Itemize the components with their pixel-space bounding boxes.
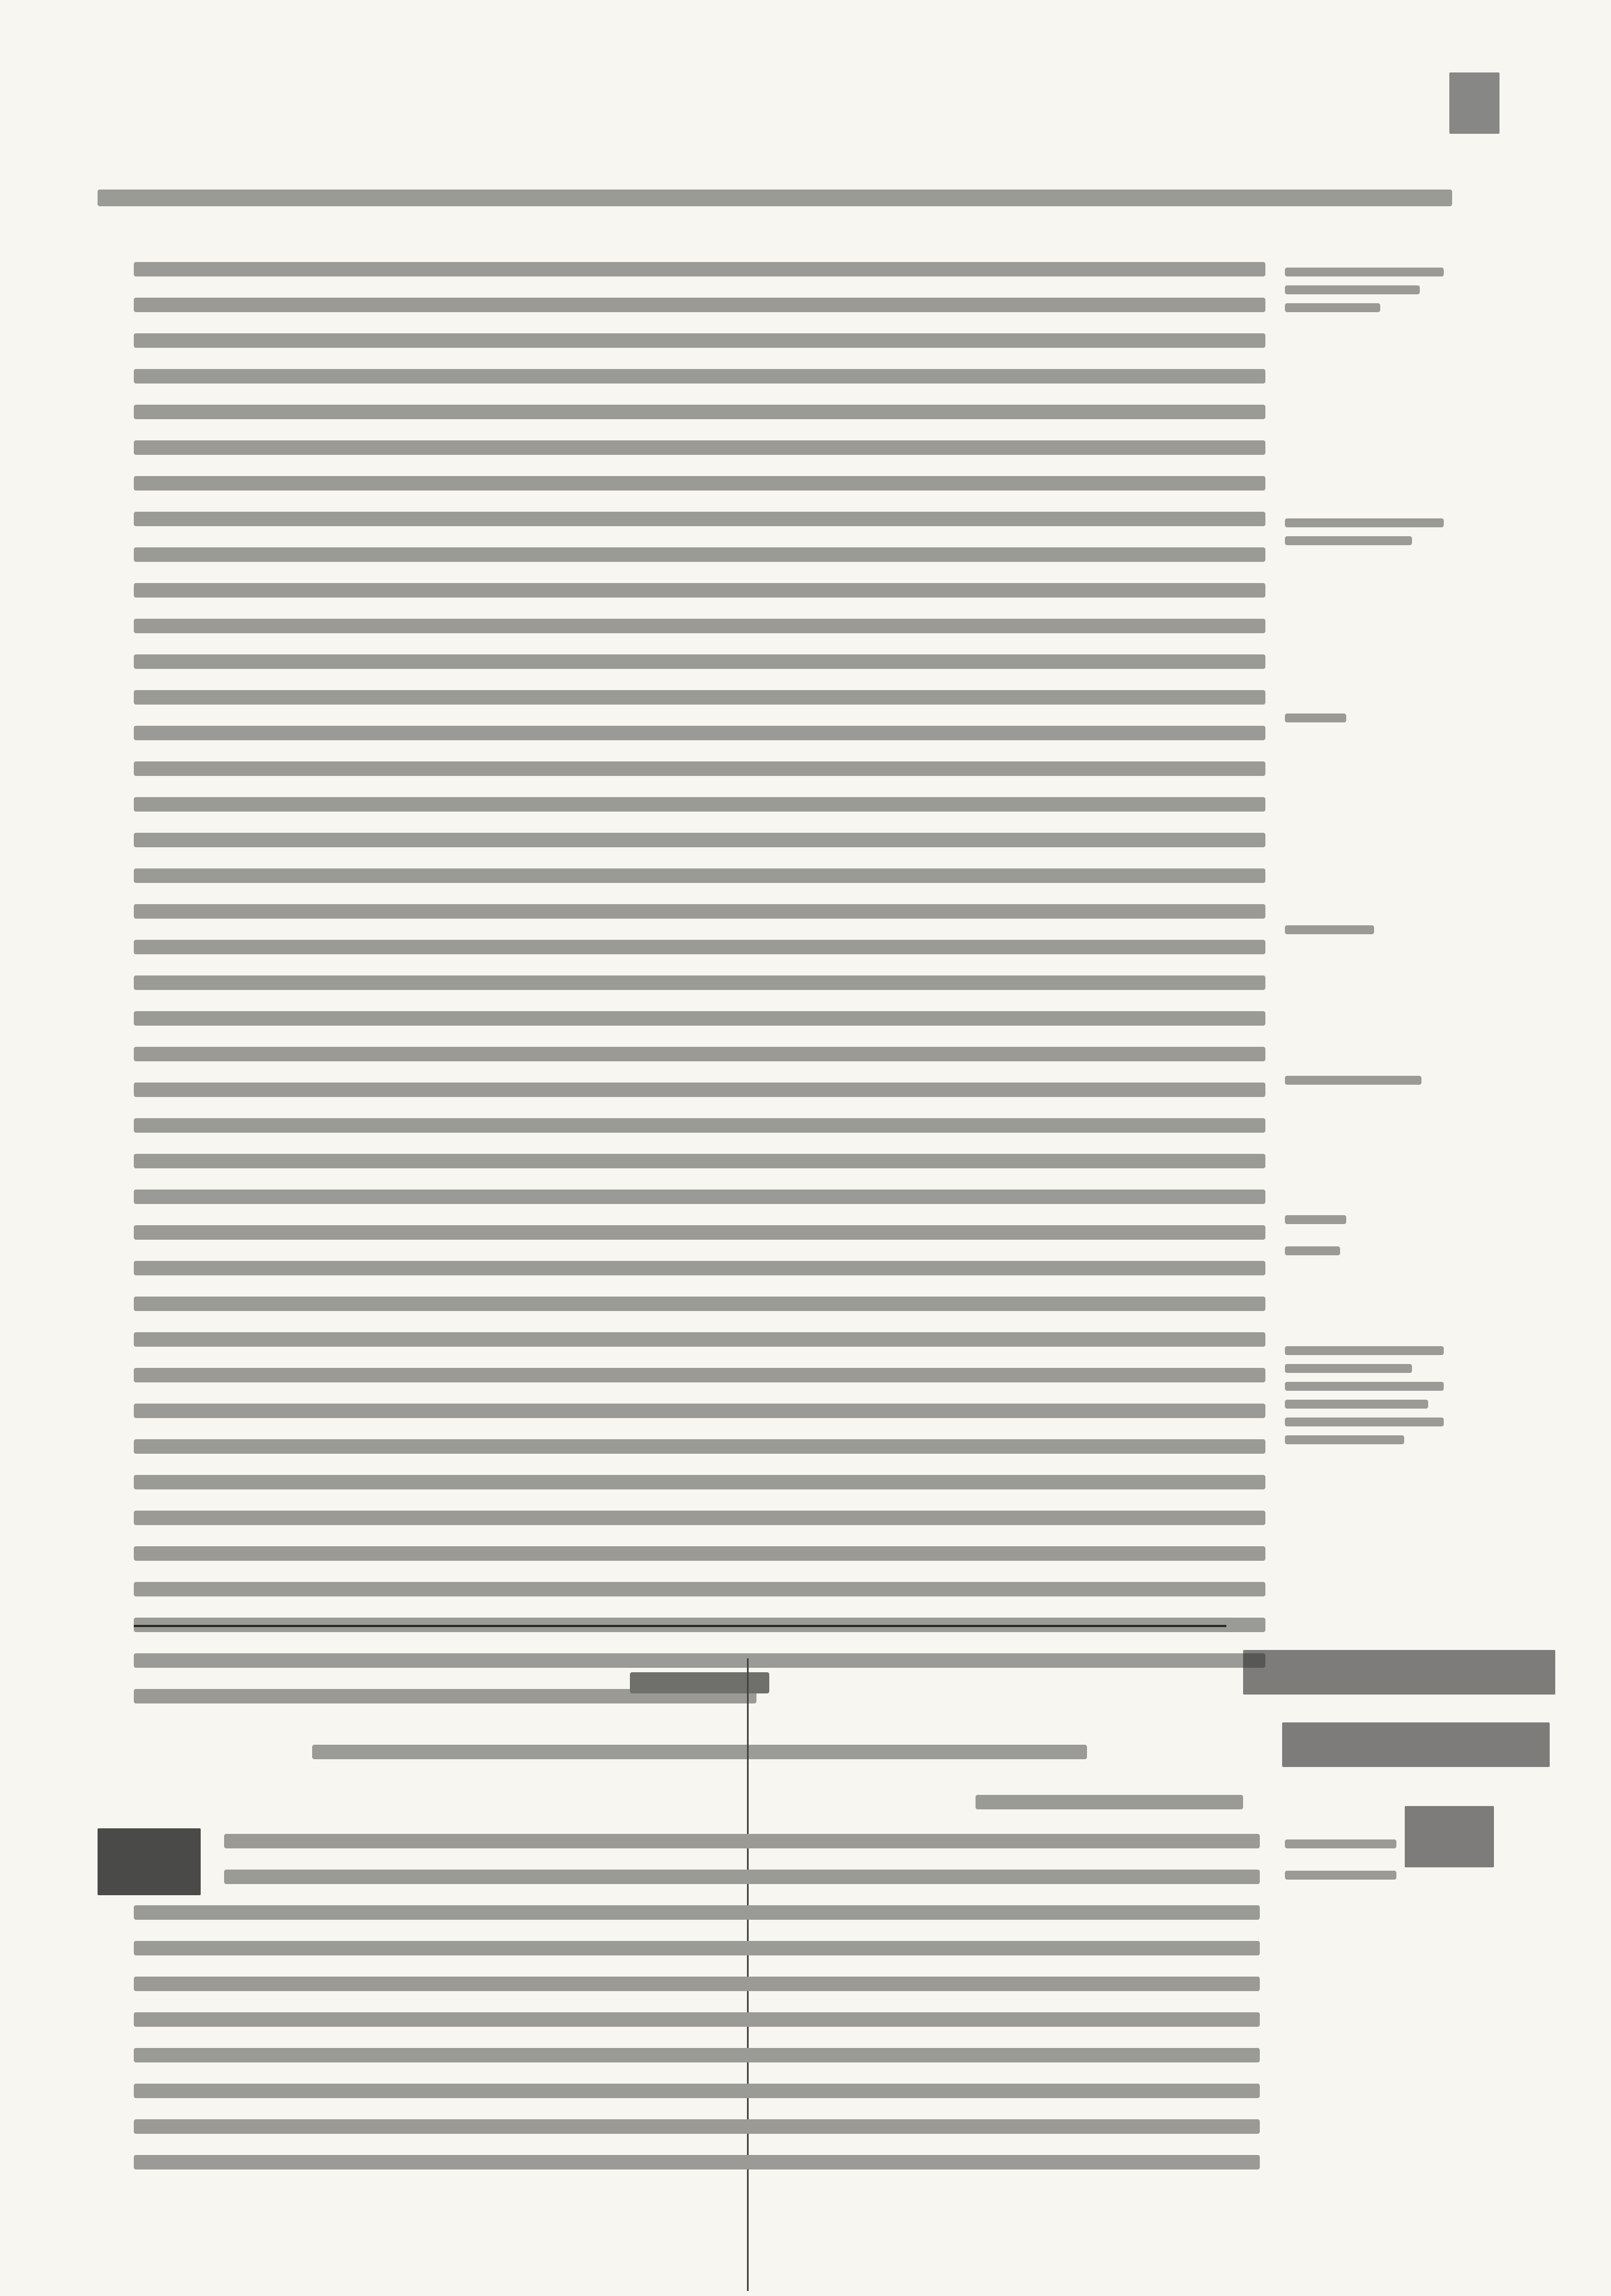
margin-note-3 bbox=[1285, 713, 1346, 722]
section-divider bbox=[134, 1625, 1226, 1627]
preamble-text bbox=[134, 1834, 1260, 2169]
main-text-block bbox=[134, 262, 1265, 1703]
passed-date bbox=[976, 1795, 1243, 1809]
handwritten-annotation-2 bbox=[1282, 1722, 1550, 1767]
handwritten-annotation bbox=[1243, 1650, 1555, 1695]
margin-note-1 bbox=[1285, 268, 1444, 312]
running-header bbox=[98, 190, 1452, 206]
margin-note-2 bbox=[1285, 518, 1444, 545]
margin-note-7 bbox=[1285, 1346, 1444, 1444]
margin-note-6 bbox=[1285, 1215, 1346, 1255]
handwritten-mark-top bbox=[1449, 72, 1500, 134]
handwritten-annotation-3 bbox=[1405, 1806, 1494, 1867]
margin-note-5 bbox=[1285, 1076, 1421, 1085]
chapter-title bbox=[312, 1745, 1087, 1759]
margin-note-8 bbox=[1285, 1839, 1396, 1880]
margin-note-4 bbox=[1285, 925, 1374, 934]
